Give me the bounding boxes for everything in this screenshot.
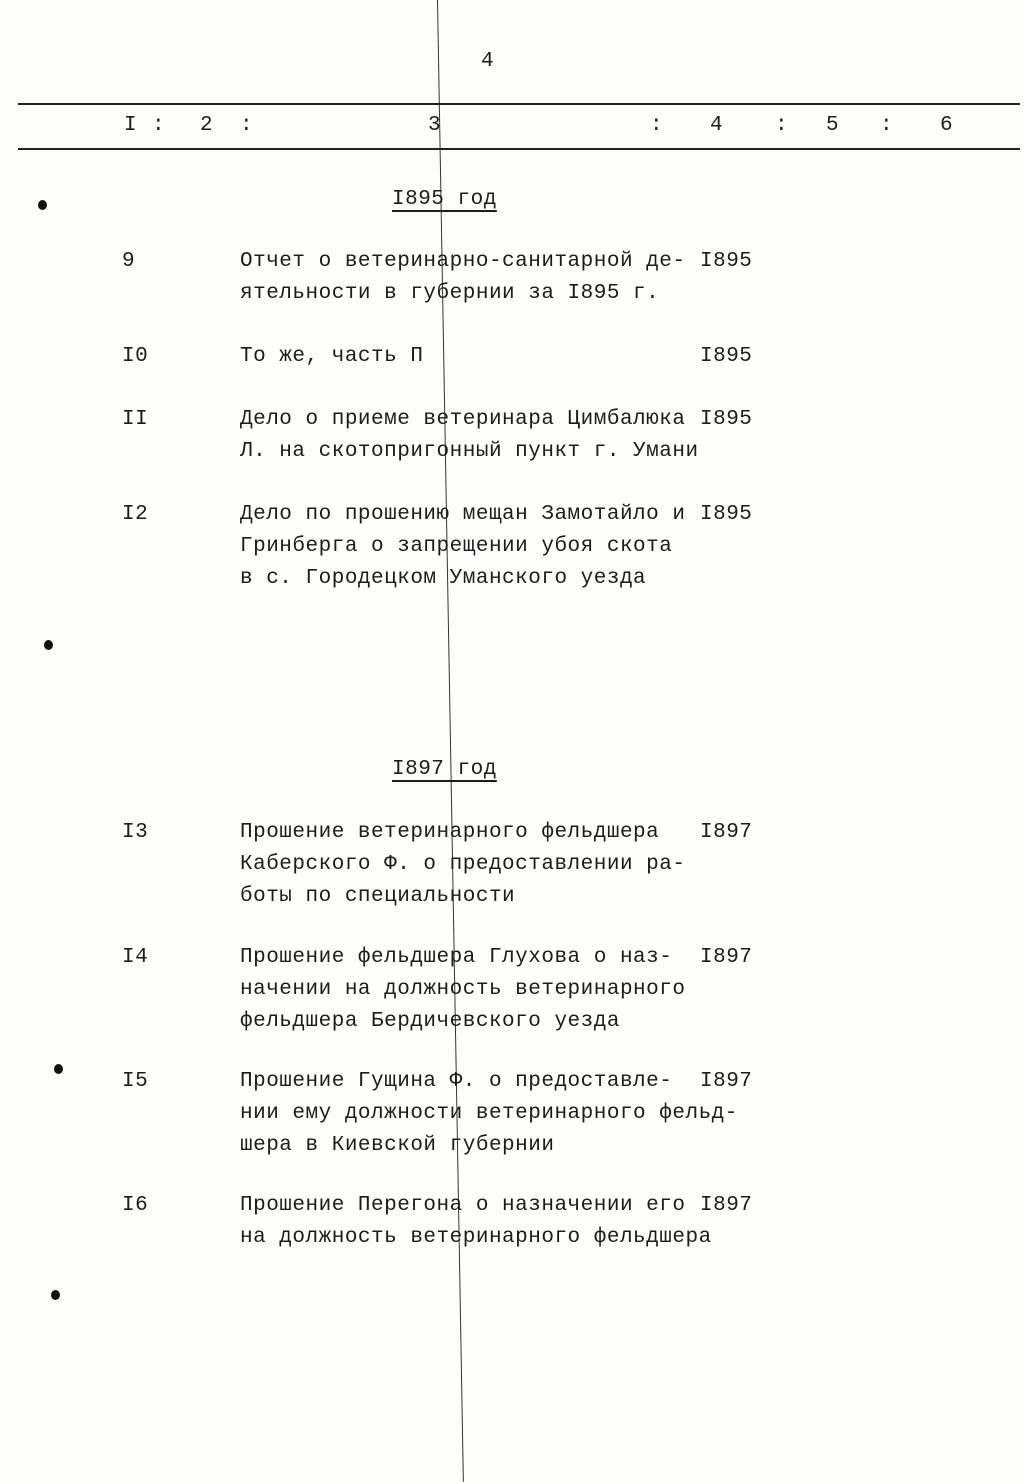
entry-year: I897 bbox=[700, 1194, 753, 1217]
entry-description-line: Гринберга о запрещении убоя скота bbox=[240, 535, 673, 558]
entry-description-line: нии ему должности ветеринарного фельд- bbox=[240, 1102, 738, 1125]
punch-hole bbox=[54, 1064, 63, 1074]
entry-description-line: Дело о приеме ветеринара Цимбалюка bbox=[240, 408, 686, 431]
column-header: 2 bbox=[200, 114, 214, 137]
entry-description-line: Прошение фельдшера Глухова о наз- bbox=[240, 946, 673, 969]
entry-number: I5 bbox=[122, 1070, 149, 1093]
entry-number: I6 bbox=[122, 1194, 149, 1217]
entry-number: I3 bbox=[122, 821, 149, 844]
entry-description-line: Каберского Ф. о предоставлении ра- bbox=[240, 853, 686, 876]
punch-hole bbox=[44, 640, 53, 650]
column-separator: : bbox=[880, 114, 894, 137]
header-bottom-rule bbox=[18, 148, 1020, 150]
column-separator: : bbox=[775, 114, 789, 137]
scan-fold-line bbox=[437, 0, 464, 1482]
entry-description-line: на должность ветеринарного фельдшера bbox=[240, 1226, 712, 1249]
entry-description-line: Л. на скотопригонный пункт г. Умани bbox=[240, 440, 699, 463]
entry-year: I897 bbox=[700, 821, 753, 844]
entry-description-line: Прошение ветеринарного фельдшера bbox=[240, 821, 660, 844]
entry-description-line: начении на должность ветеринарного bbox=[240, 978, 686, 1001]
entry-description-line: Прошение Перегона о назначении его bbox=[240, 1194, 686, 1217]
column-header: 6 bbox=[940, 114, 954, 137]
entry-year: I895 bbox=[700, 408, 753, 431]
entry-year: I895 bbox=[700, 345, 753, 368]
header-top-rule bbox=[18, 103, 1020, 105]
column-header: 5 bbox=[826, 114, 840, 137]
column-separator: : bbox=[152, 114, 166, 137]
column-header: 4 bbox=[710, 114, 724, 137]
section-heading: I897 год bbox=[392, 758, 497, 781]
entry-description-line: шера в Киевской губернии bbox=[240, 1134, 555, 1157]
column-header: 3 bbox=[428, 114, 442, 137]
punch-hole bbox=[38, 200, 47, 210]
entry-year: I897 bbox=[700, 946, 753, 969]
entry-number: I2 bbox=[122, 503, 149, 526]
entry-number: I0 bbox=[122, 345, 149, 368]
entry-description-line: Дело по прошению мещан Замотайло и bbox=[240, 503, 686, 526]
entry-description-line: Прошение Гущина Ф. о предоставле- bbox=[240, 1070, 673, 1093]
entry-year: I897 bbox=[700, 1070, 753, 1093]
section-heading: I895 год bbox=[392, 188, 497, 211]
entry-description-line: Отчет о ветеринарно-санитарной де- bbox=[240, 250, 686, 273]
entry-description-line: в с. Городецком Уманского уезда bbox=[240, 567, 647, 590]
entry-description-line: фельдшера Бердичевского уезда bbox=[240, 1010, 620, 1033]
page-number: 4 bbox=[481, 50, 495, 73]
entry-description-line: ятельности в губернии за I895 г. bbox=[240, 282, 660, 305]
entry-number: I4 bbox=[122, 946, 149, 969]
entry-year: I895 bbox=[700, 250, 753, 273]
column-header: I bbox=[124, 114, 138, 137]
column-separator: : bbox=[240, 114, 254, 137]
entry-year: I895 bbox=[700, 503, 753, 526]
punch-hole bbox=[51, 1290, 60, 1300]
entry-description-line: боты по специальности bbox=[240, 885, 516, 908]
entry-description-line: То же, часть П bbox=[240, 345, 424, 368]
entry-number: 9 bbox=[122, 250, 136, 273]
entry-number: II bbox=[122, 408, 149, 431]
column-separator: : bbox=[650, 114, 664, 137]
